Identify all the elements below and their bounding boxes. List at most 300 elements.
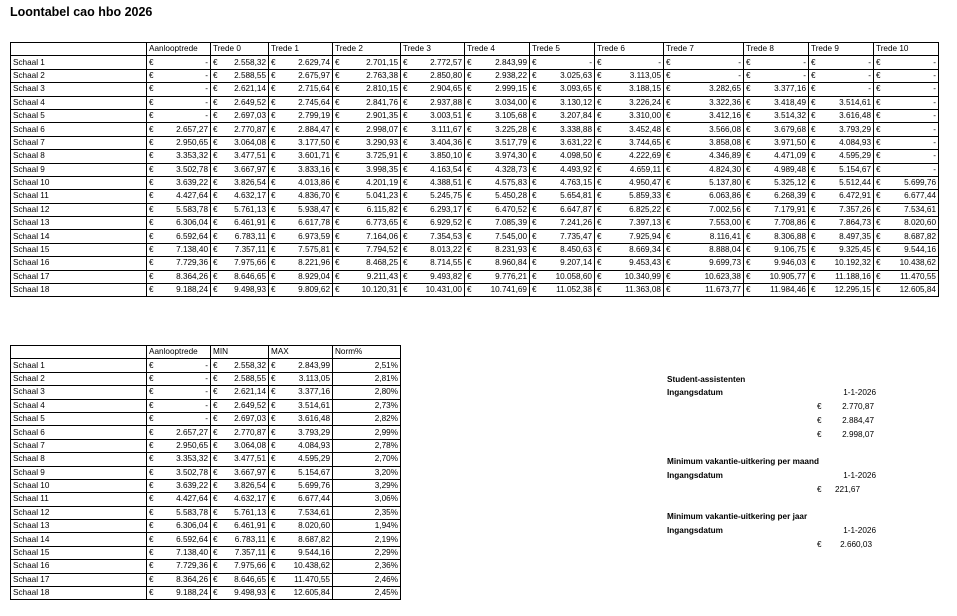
- table-row: [11, 412, 401, 425]
- table-row: [11, 372, 401, 385]
- norm-percent: 2,46%: [333, 573, 401, 586]
- cell-value: 5.325,12: [774, 178, 806, 188]
- amount-cell: [269, 243, 333, 256]
- currency-symbol: €: [149, 137, 154, 147]
- amount-cell: [269, 479, 333, 492]
- currency-symbol: €: [532, 204, 537, 214]
- amount-cell: [211, 372, 269, 385]
- currency-symbol: €: [532, 218, 537, 228]
- cell-value: 4.346,89: [709, 151, 741, 161]
- currency-symbol: €: [271, 588, 276, 598]
- cell-value: 2.770,87: [234, 427, 266, 437]
- currency-symbol: €: [532, 285, 537, 295]
- cell-value: 3.517,79: [495, 137, 527, 147]
- cell-value: 3.639,22: [176, 178, 208, 188]
- currency-symbol: €: [213, 588, 218, 598]
- row-label: Schaal 17: [11, 270, 147, 283]
- currency-symbol: €: [746, 245, 751, 255]
- cell-value: 3.502,78: [176, 467, 208, 477]
- currency-symbol: €: [597, 57, 602, 67]
- row-label: Schaal 3: [11, 386, 147, 399]
- currency-symbol: €: [811, 285, 816, 295]
- cell-value: 3.225,28: [495, 124, 527, 134]
- table-row: [11, 560, 401, 573]
- norm-percent: 2,80%: [333, 386, 401, 399]
- amount-cell: [147, 69, 211, 82]
- amount-cell: [465, 243, 530, 256]
- currency-symbol: €: [746, 70, 751, 80]
- amount-cell: [664, 56, 744, 69]
- amount-cell: [269, 217, 333, 230]
- currency-symbol: €: [746, 137, 751, 147]
- amount-cell: [211, 109, 269, 122]
- column-header: Trede 9: [809, 43, 874, 56]
- cell-value: 8.306,88: [774, 231, 806, 241]
- currency-symbol: €: [403, 271, 408, 281]
- cell-value: 6.115,82: [366, 204, 398, 214]
- cell-value: 7.735,47: [560, 231, 592, 241]
- cell-value: 8.960,84: [495, 258, 527, 268]
- currency-symbol: €: [213, 440, 218, 450]
- row-label: Schaal 15: [11, 243, 147, 256]
- amount-cell: [744, 203, 809, 216]
- currency-symbol: €: [271, 561, 276, 571]
- amount-cell: [809, 257, 874, 270]
- amount-cell: [269, 69, 333, 82]
- amount-cell: [211, 399, 269, 412]
- cell-value: 3.631,22: [560, 137, 592, 147]
- cell-value: 8.020,60: [298, 521, 330, 531]
- currency-symbol: €: [403, 70, 408, 80]
- row-label: Schaal 4: [11, 399, 147, 412]
- row-label: Schaal 10: [11, 176, 147, 189]
- norm-percent: 2,36%: [333, 560, 401, 573]
- amount-cell: [211, 217, 269, 230]
- cell-value: -: [933, 164, 936, 174]
- currency-symbol: €: [467, 285, 472, 295]
- currency-symbol: €: [271, 97, 276, 107]
- amount-cell: [269, 533, 333, 546]
- amount-cell: [147, 546, 211, 559]
- norm-percent: 2,73%: [333, 399, 401, 412]
- table-row: [11, 479, 401, 492]
- currency-symbol: €: [213, 231, 218, 241]
- vak-year-value: 2.660,03: [840, 540, 872, 549]
- amount-cell: [333, 257, 401, 270]
- currency-symbol: €: [271, 84, 276, 94]
- cell-value: 12.295,15: [834, 285, 871, 295]
- cell-value: 3.177,50: [298, 137, 330, 147]
- amount-cell: [809, 284, 874, 297]
- amount-cell: [874, 69, 939, 82]
- amount-cell: [809, 109, 874, 122]
- column-header: Trede 1: [269, 43, 333, 56]
- cell-value: 10.431,00: [425, 285, 462, 295]
- cell-value: 2.649,52: [234, 97, 266, 107]
- currency-symbol: €: [149, 84, 154, 94]
- amount-cell: [211, 546, 269, 559]
- amount-cell: [269, 190, 333, 203]
- currency-symbol: €: [876, 245, 881, 255]
- amount-cell: [333, 217, 401, 230]
- table-row: [11, 466, 401, 479]
- cell-value: 2.697,03: [234, 111, 266, 121]
- currency-symbol: €: [335, 84, 340, 94]
- currency-symbol: €: [403, 151, 408, 161]
- row-label: Schaal 18: [11, 284, 147, 297]
- currency-symbol: €: [335, 57, 340, 67]
- currency-symbol: €: [149, 191, 154, 201]
- currency-symbol: €: [149, 271, 154, 281]
- currency-symbol: €: [403, 57, 408, 67]
- amount-cell: [744, 284, 809, 297]
- cell-value: 9.207,14: [560, 258, 592, 268]
- cell-value: 5.583,78: [176, 507, 208, 517]
- cell-value: 6.592,64: [176, 231, 208, 241]
- row-label: Schaal 12: [11, 203, 147, 216]
- amount-cell: [744, 83, 809, 96]
- amount-cell: [664, 83, 744, 96]
- currency-symbol: €: [666, 191, 671, 201]
- currency-symbol: €: [335, 137, 340, 147]
- amount-cell: [874, 190, 939, 203]
- cell-value: 7.925,94: [629, 231, 661, 241]
- currency-symbol: €: [335, 258, 340, 268]
- amount-cell: [530, 56, 595, 69]
- currency-symbol: €: [811, 137, 816, 147]
- cell-value: 3.290,93: [366, 137, 398, 147]
- cell-value: 11.363,08: [625, 285, 661, 295]
- cell-value: 2.763,38: [366, 70, 398, 80]
- cell-value: 10.905,77: [769, 271, 806, 281]
- amount-cell: [465, 190, 530, 203]
- amount-cell: [664, 69, 744, 82]
- cell-value: 2.649,52: [234, 400, 266, 410]
- amount-cell: [211, 426, 269, 439]
- amount-cell: [269, 96, 333, 109]
- cell-value: 2.629,74: [298, 57, 330, 67]
- amount-cell: [530, 176, 595, 189]
- cell-value: 3.064,08: [234, 137, 266, 147]
- amount-cell: [401, 284, 465, 297]
- norm-percent: 2,51%: [333, 359, 401, 372]
- amount-cell: [530, 243, 595, 256]
- table-row: [11, 439, 401, 452]
- currency-symbol: €: [335, 111, 340, 121]
- currency-symbol: €: [335, 124, 340, 134]
- currency-symbol: €: [403, 97, 408, 107]
- cell-value: 3.418,49: [774, 97, 806, 107]
- cell-value: -: [933, 124, 936, 134]
- norm-percent: 3,06%: [333, 493, 401, 506]
- table-row: [11, 426, 401, 439]
- amount-cell: [269, 506, 333, 519]
- amount-cell: [147, 466, 211, 479]
- norm-percent: 2,81%: [333, 372, 401, 385]
- cell-value: 5.583,78: [176, 204, 208, 214]
- currency-symbol: €: [532, 258, 537, 268]
- currency-symbol: €: [666, 245, 671, 255]
- cell-value: 7.354,53: [430, 231, 462, 241]
- cell-value: 11.052,38: [556, 285, 592, 295]
- currency-symbol: €: [271, 373, 276, 383]
- amount-cell: [147, 359, 211, 372]
- currency-symbol: €: [597, 231, 602, 241]
- amount-cell: [269, 83, 333, 96]
- currency-symbol: €: [271, 178, 276, 188]
- cell-value: 4.595,29: [298, 454, 330, 464]
- cell-value: 4.427,64: [176, 191, 208, 201]
- currency-symbol: €: [746, 57, 751, 67]
- row-label: Schaal 11: [11, 493, 147, 506]
- cell-value: 2.841,76: [366, 97, 398, 107]
- amount-cell: [333, 270, 401, 283]
- cell-value: 2.770,87: [234, 124, 266, 134]
- row-label: Schaal 9: [11, 163, 147, 176]
- currency-symbol: €: [403, 124, 408, 134]
- currency-symbol: €: [467, 70, 472, 80]
- norm-percent: 2,45%: [333, 587, 401, 600]
- currency-symbol: €: [213, 373, 218, 383]
- cell-value: 4.493,92: [560, 164, 592, 174]
- amount-cell: [664, 217, 744, 230]
- amount-cell: [595, 109, 664, 122]
- column-header: Trede 6: [595, 43, 664, 56]
- cell-value: 4.659,11: [629, 164, 661, 174]
- cell-value: 7.534,61: [298, 507, 330, 517]
- amount-cell: [401, 123, 465, 136]
- currency-symbol: €: [149, 204, 154, 214]
- currency-symbol: €: [666, 57, 671, 67]
- amount-cell: [147, 479, 211, 492]
- currency-symbol: €: [811, 164, 816, 174]
- currency-symbol: €: [213, 285, 218, 295]
- amount-cell: [269, 453, 333, 466]
- amount-cell: [147, 426, 211, 439]
- amount-cell: [269, 257, 333, 270]
- amount-cell: [664, 270, 744, 283]
- cell-value: 2.810,15: [366, 84, 398, 94]
- amount-cell: [874, 163, 939, 176]
- cell-value: 7.357,11: [234, 548, 266, 558]
- amount-cell: [809, 163, 874, 176]
- amount-cell: [211, 466, 269, 479]
- amount-cell: [401, 190, 465, 203]
- cell-value: -: [205, 373, 208, 383]
- amount-cell: [147, 109, 211, 122]
- cell-value: 8.013,22: [430, 245, 462, 255]
- cell-value: 6.461,91: [234, 521, 266, 531]
- currency-symbol: €: [403, 178, 408, 188]
- amount-cell: [269, 493, 333, 506]
- cell-value: 4.763,15: [560, 178, 592, 188]
- amount-cell: [211, 190, 269, 203]
- amount-cell: [147, 412, 211, 425]
- amount-cell: [147, 257, 211, 270]
- cell-value: 2.558,32: [234, 360, 266, 370]
- currency-symbol: €: [403, 245, 408, 255]
- cell-value: 6.617,78: [298, 218, 330, 228]
- cell-value: -: [205, 414, 208, 424]
- table-row: [11, 203, 939, 216]
- amount-cell: [465, 217, 530, 230]
- amount-cell: [333, 284, 401, 297]
- cell-value: 9.809,62: [298, 285, 330, 295]
- amount-cell: [147, 573, 211, 586]
- amount-cell: [530, 96, 595, 109]
- currency-symbol: €: [666, 111, 671, 121]
- cell-value: 8.364,26: [176, 574, 208, 584]
- column-header: Trede 2: [333, 43, 401, 56]
- cell-value: 6.470,52: [495, 204, 527, 214]
- amount-cell: [147, 520, 211, 533]
- norm-percent: 2,19%: [333, 533, 401, 546]
- cell-value: 3.616,48: [839, 111, 871, 121]
- currency-symbol: €: [149, 258, 154, 268]
- currency-symbol: €: [271, 481, 276, 491]
- currency-symbol: €: [532, 164, 537, 174]
- cell-value: 2.697,03: [234, 414, 266, 424]
- cell-value: 8.687,82: [298, 534, 330, 544]
- cell-value: 8.020,60: [904, 218, 936, 228]
- cell-value: 9.699,73: [709, 258, 741, 268]
- amount-cell: [333, 203, 401, 216]
- currency-symbol: €: [271, 427, 276, 437]
- currency-symbol: €: [213, 218, 218, 228]
- amount-cell: [147, 386, 211, 399]
- cell-value: 7.534,61: [904, 204, 936, 214]
- amount-cell: [147, 83, 211, 96]
- cell-value: 3.064,08: [234, 440, 266, 450]
- amount-cell: [211, 573, 269, 586]
- cell-value: 3.667,97: [234, 164, 266, 174]
- student-value-3: 2.998,07: [842, 430, 874, 439]
- amount-cell: [809, 230, 874, 243]
- currency-symbol: €: [149, 97, 154, 107]
- amount-cell: [269, 587, 333, 600]
- cell-value: 3.477,51: [234, 454, 266, 464]
- amount-cell: [874, 243, 939, 256]
- cell-value: -: [933, 97, 936, 107]
- cell-value: -: [933, 151, 936, 161]
- row-label: Schaal 16: [11, 257, 147, 270]
- norm-percent: 3,20%: [333, 466, 401, 479]
- cell-value: 2.588,55: [234, 373, 266, 383]
- currency-symbol: €: [213, 400, 218, 410]
- currency-symbol: €: [149, 494, 154, 504]
- currency-symbol: €: [666, 231, 671, 241]
- currency-symbol: €: [403, 218, 408, 228]
- cell-value: 3.113,05: [629, 70, 661, 80]
- currency-symbol: €: [876, 178, 881, 188]
- cell-value: -: [933, 111, 936, 121]
- amount-cell: [269, 230, 333, 243]
- cell-value: 7.357,11: [234, 245, 266, 255]
- amount-cell: [809, 217, 874, 230]
- currency-symbol: €: [746, 151, 751, 161]
- table-row: [11, 386, 401, 399]
- amount-cell: [530, 257, 595, 270]
- currency-symbol: €: [811, 178, 816, 188]
- table-row: [11, 533, 401, 546]
- amount-cell: [874, 123, 939, 136]
- currency-symbol: €: [876, 124, 881, 134]
- cell-value: 2.675,97: [298, 70, 330, 80]
- currency-symbol: €: [213, 574, 218, 584]
- cell-value: -: [205, 57, 208, 67]
- row-label: Schaal 5: [11, 412, 147, 425]
- vak-year-date: 1-1-2026: [843, 526, 876, 535]
- amount-cell: [269, 270, 333, 283]
- row-label: Schaal 13: [11, 520, 147, 533]
- currency-symbol: €: [467, 218, 472, 228]
- currency-symbol: €: [403, 231, 408, 241]
- row-label: Schaal 14: [11, 230, 147, 243]
- row-label: Schaal 16: [11, 560, 147, 573]
- amount-cell: [147, 190, 211, 203]
- amount-cell: [147, 284, 211, 297]
- cell-value: 7.138,40: [176, 245, 208, 255]
- cell-value: 2.938,22: [495, 70, 527, 80]
- salary-table: [10, 42, 939, 297]
- amount-cell: [333, 190, 401, 203]
- cell-value: 3.601,71: [298, 151, 330, 161]
- cell-value: 9.211,43: [366, 271, 398, 281]
- currency-symbol: €: [876, 151, 881, 161]
- cell-value: 5.137,80: [709, 178, 741, 188]
- currency-symbol: €: [532, 151, 537, 161]
- currency-symbol: €: [467, 97, 472, 107]
- cell-value: 4.632,17: [234, 494, 266, 504]
- amount-cell: [147, 493, 211, 506]
- amount-cell: [333, 163, 401, 176]
- amount-cell: [333, 83, 401, 96]
- currency-symbol: €: [403, 285, 408, 295]
- table-row: [11, 109, 939, 122]
- cell-value: 7.708,86: [774, 218, 806, 228]
- amount-cell: [211, 203, 269, 216]
- cell-value: 2.850,80: [430, 70, 462, 80]
- currency-symbol: €: [213, 97, 218, 107]
- currency-symbol: €: [467, 245, 472, 255]
- currency-symbol: €: [213, 481, 218, 491]
- table-row: [11, 587, 401, 600]
- amount-cell: [401, 176, 465, 189]
- amount-cell: [269, 109, 333, 122]
- cell-value: 3.404,36: [430, 137, 462, 147]
- amount-cell: [333, 109, 401, 122]
- currency-symbol: €: [213, 124, 218, 134]
- cell-value: 4.163,54: [430, 164, 462, 174]
- norm-percent: 1,94%: [333, 520, 401, 533]
- amount-cell: [147, 136, 211, 149]
- cell-value: -: [803, 70, 806, 80]
- cell-value: 4.836,70: [298, 191, 330, 201]
- amount-cell: [269, 520, 333, 533]
- cell-value: 11.470,55: [900, 271, 936, 281]
- amount-cell: [465, 230, 530, 243]
- table-row: [11, 123, 939, 136]
- row-label: Schaal 7: [11, 136, 147, 149]
- column-header: Trede 3: [401, 43, 465, 56]
- cell-value: 7.794,52: [366, 245, 398, 255]
- currency-symbol: €: [335, 271, 340, 281]
- currency-symbol: €: [149, 548, 154, 558]
- table-row: [11, 230, 939, 243]
- norm-percent: 2,29%: [333, 546, 401, 559]
- amount-cell: [211, 69, 269, 82]
- cell-value: 10.438,62: [293, 561, 330, 571]
